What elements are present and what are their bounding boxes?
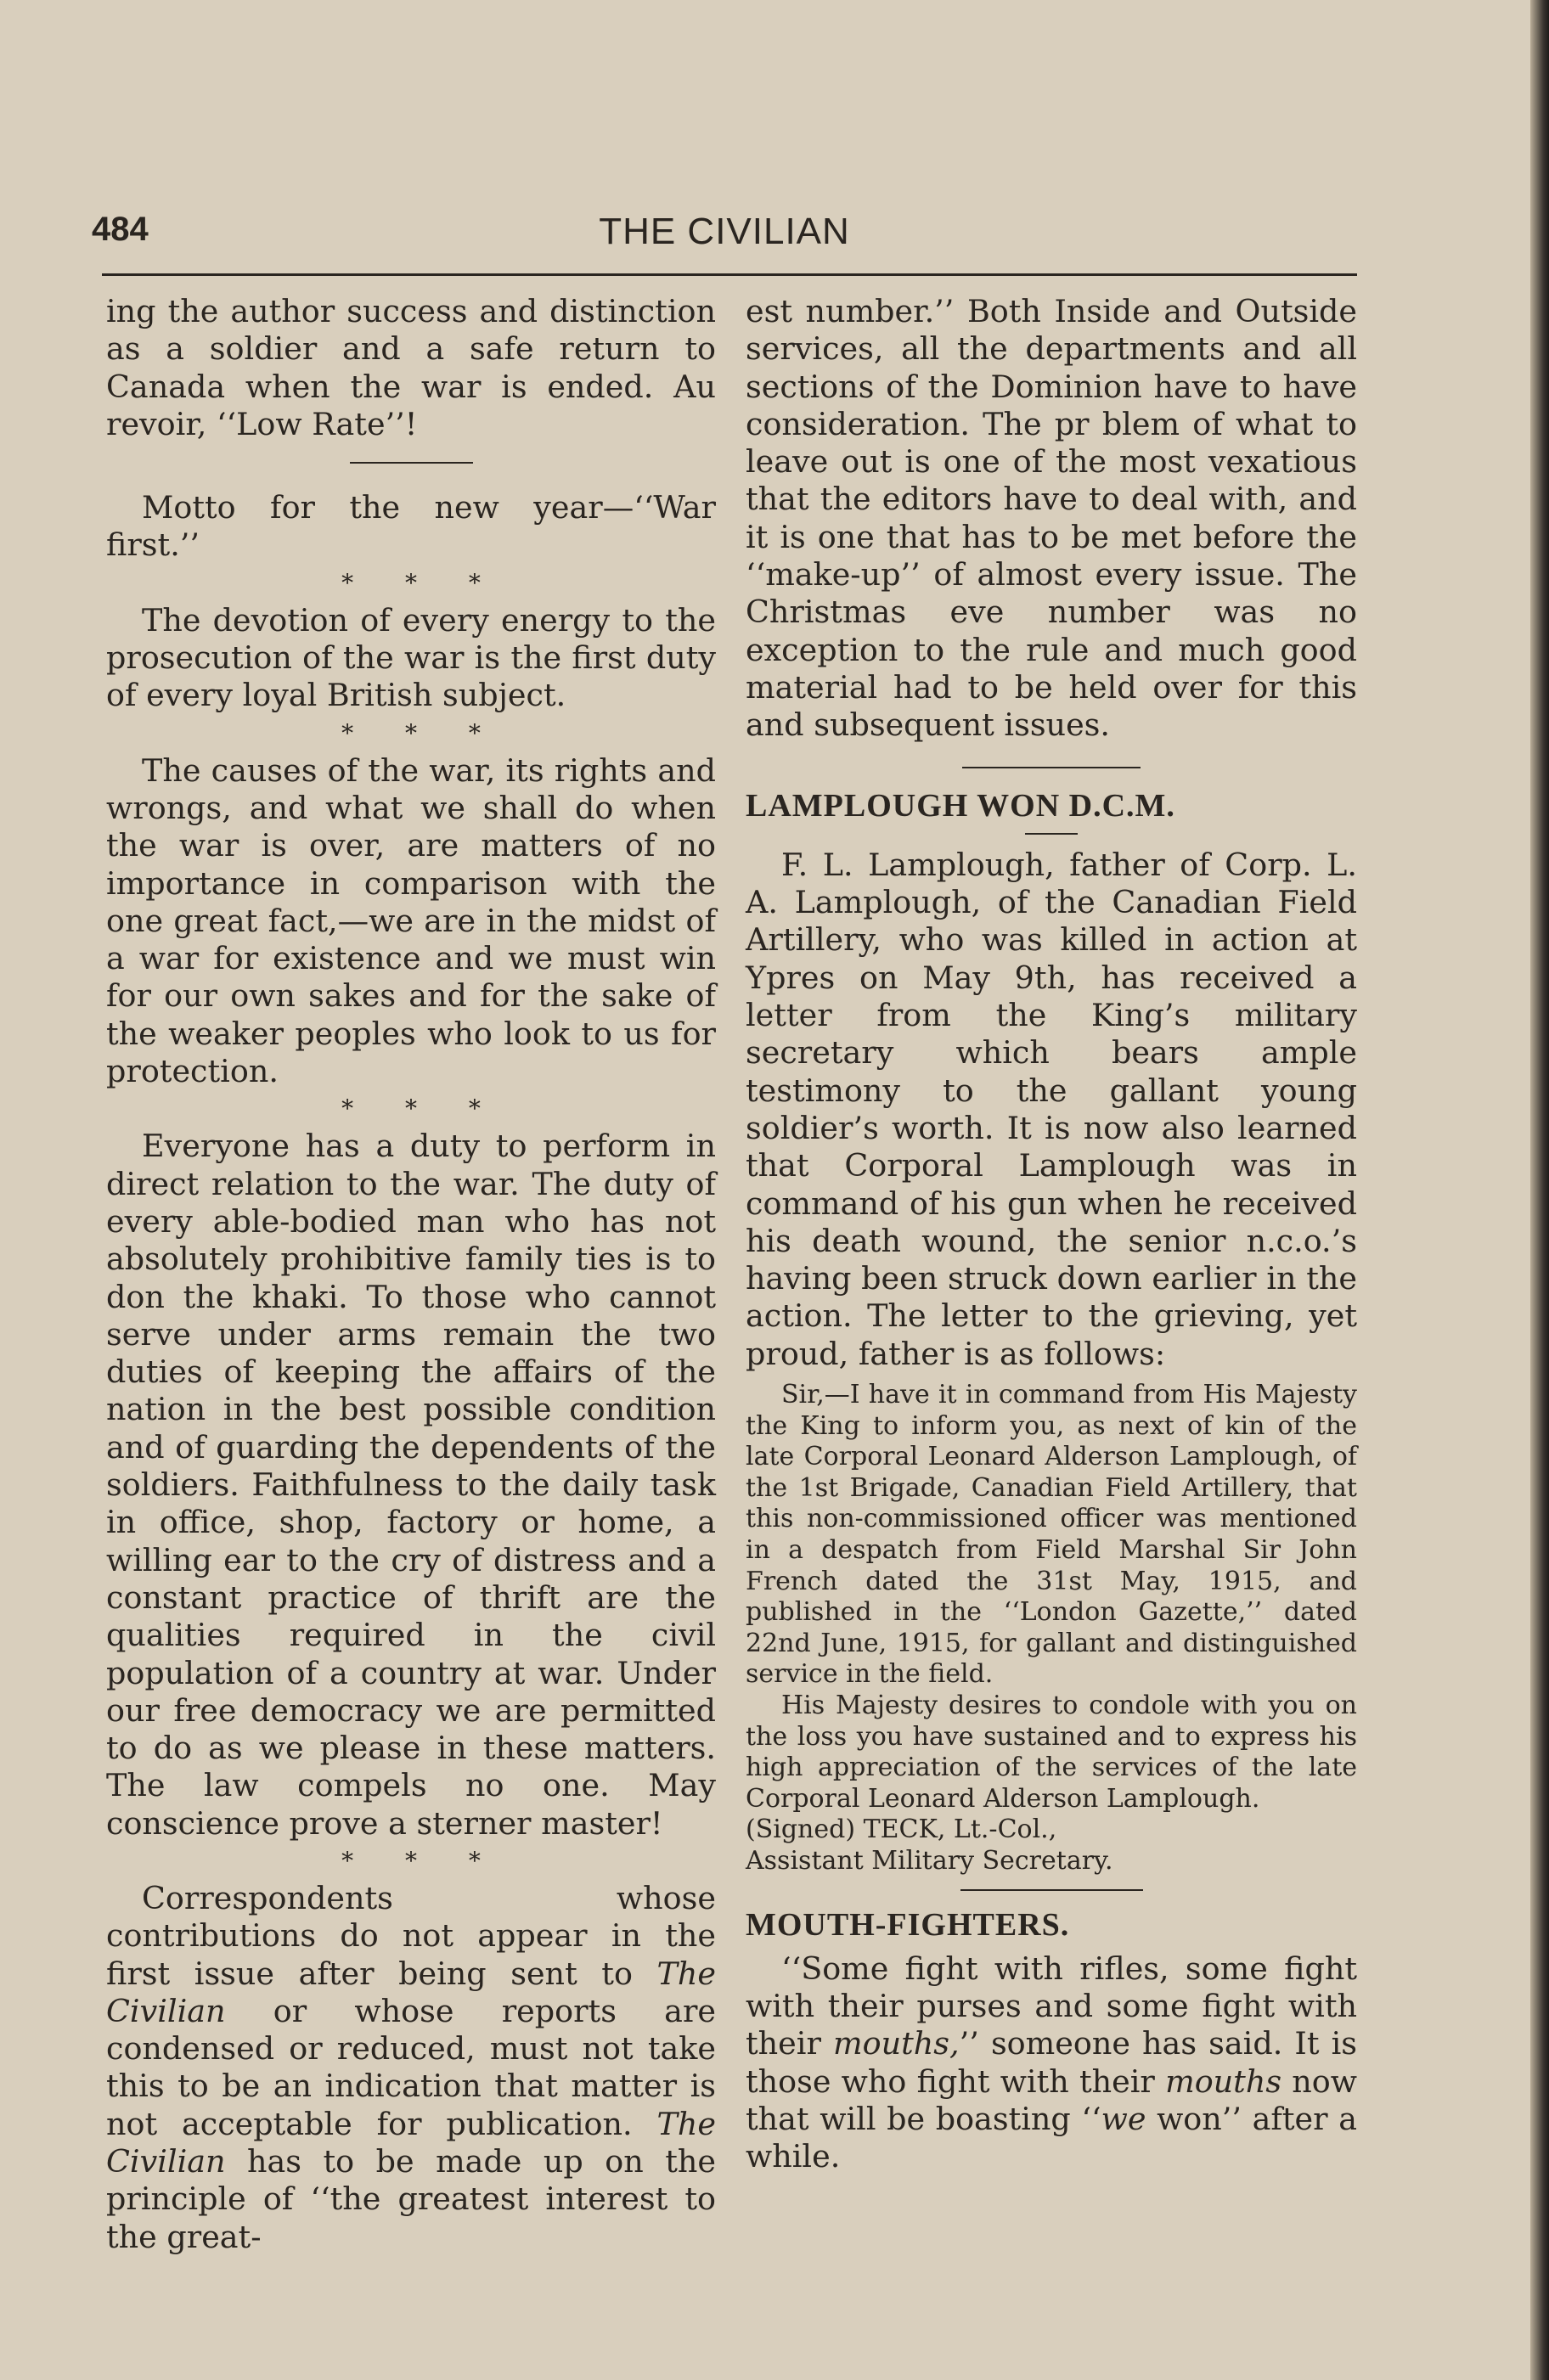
section-rule (962, 767, 1141, 768)
paragraph: est number.’’ Both Inside and Outside services, all the departments and all sections of the Dominion have to have consideration. The pr blem of what to leave out is one of the most vexatious that the editors have to deal with, and it is one that has to be met before the ‘‘make-up’’ of almost every issue. The Christmas eve number was no exception to the rule and much good material had to be held over for this and subsequent issues. (746, 293, 1357, 744)
page-edge-shadow (1530, 0, 1549, 2380)
paragraph: The devotion of every energy to the prosecution of the war is the first duty of every loyal British subject. (106, 601, 716, 714)
left-column (106, 293, 716, 2256)
header-rule (102, 273, 1357, 276)
paragraph: F. L. Lamplough, father of Corp. L. A. Lamplough, of the Canadian Field Artillery, who was killed in action at Ypres on May 9th, has received a letter from the King’s military secretary which bears ample testimony to the gallant young soldier’s worth. It is now also learned that Corporal Lamplough was in command of his gun when he received his death wound, the senior n.c.o.’s having been struck down earlier in the action. The letter to the grieving, yet proud, father is as follows: (746, 846, 1357, 1372)
section-stars: * * * (341, 568, 503, 597)
section-rule (960, 1889, 1143, 1891)
section-stars: * * * (341, 1846, 503, 1875)
section-stars: * * * (341, 1094, 503, 1123)
page-number: 484 (92, 211, 149, 248)
heading-rule (1025, 833, 1078, 835)
right-column (746, 293, 1357, 2176)
section-stars: * * * (341, 718, 503, 747)
page-header (92, 211, 1357, 262)
article-heading: MOUTH-FIGHTERS. (746, 1906, 1070, 1943)
journal-title: THE CIVILIAN (599, 211, 850, 252)
letter-signature: (Signed) TECK, Lt.-Col., (746, 1815, 1057, 1845)
quoted-letter (746, 1380, 1357, 1877)
paragraph: ‘‘Some fight with rifles, some fight with their purses and some fight with their mouths,’’ someone has said. It is those who fight with their mouths now that will be boasting ‘‘we won’’ after a while. (746, 1950, 1358, 2175)
paragraph: Everyone has a duty to perform in direct relation to the war. The duty of every able-bodied man who has not absolutely prohibitive family ties is to don the khaki. To those who cannot serve under arms remain the two duties of keeping the affairs of the nation in the best possible condition and of guarding the dependents of the soldiers. Faithfulness to the daily task in office, shop, factory or home, a willing ear to the cry of distress and a constant practice of thrift are the qualities required in the civil population of a country at war. Under our free democracy we are permitted to do as we please in these matters. The law compels no one. May conscience prove a sterner master! (106, 1128, 716, 1842)
letter-signature-title: Assistant Military Secretary. (746, 1845, 1113, 1876)
paragraph: ing the author success and distinction as a soldier and a safe return to Canada when the war is ended. Au revoir, ‘‘Low Rate’’! (106, 293, 716, 442)
paragraph: The causes of the war, its rights and wrongs, and what we shall do when the war is over, are matters of no importance in comparison with the one great fact,—we are in the midst of a war for existence and we must win for our own sakes and for the sake of the weaker peoples who look to us for protection. (106, 751, 716, 1090)
paragraph: Correspondents whose contributions do not appear in the first issue after being sent to The Civilian or whose reports are condensed or reduced, must not take this to be an indication that matter is not acceptable for publication. The Civilian has to be made up on the principle of ‘‘the greatest interest to the great- (106, 1879, 716, 2255)
paragraph: Motto for the new year—‘‘War first.’’ (106, 489, 716, 564)
letter-paragraph: Sir,—I have it in command from His Majesty the King to inform you, as next of kin of the late Corporal Leonard Alderson Lamplough, of the 1st Brigade, Canadian Field Artillery, that this non-commissioned officer was mentioned in a despatch from Field Marshal Sir John French dated the 31st May, 1915, and published in the ‘‘London Gazette,’’ dated 22nd June, 1915, for gallant and distinguished service in the field. (746, 1380, 1357, 1690)
letter-paragraph: His Majesty desires to condole with you on the loss you have sustained and to express his high appreciation of the services of the late Corporal Leonard Alderson Lamplough. (746, 1690, 1357, 1814)
section-rule (350, 462, 473, 464)
article-heading: LAMPLOUGH WON D.C.M. (746, 787, 1175, 824)
